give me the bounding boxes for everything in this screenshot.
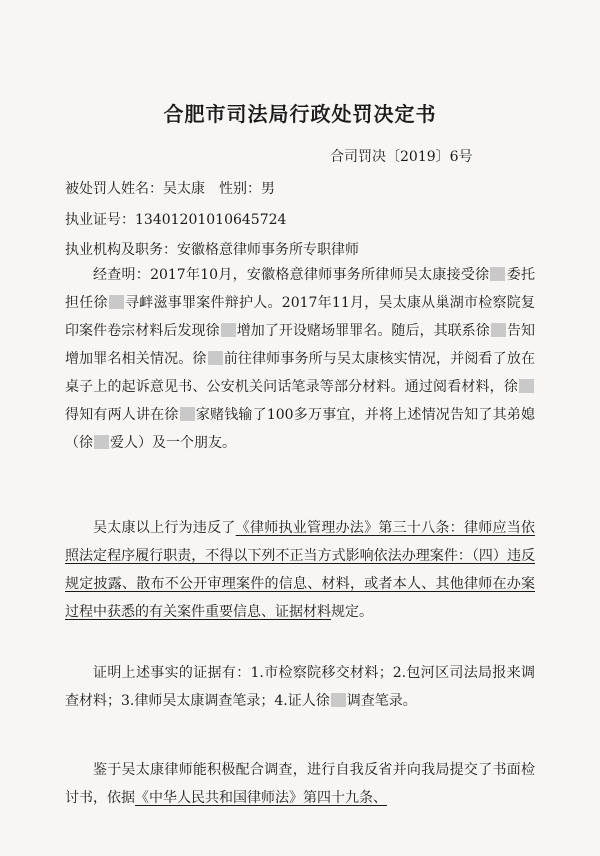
facts-text-1: 经查明：2017年10月，安徽格意律师事务所律师吴太康接受徐 [93, 267, 490, 283]
facts-text-4: 增加了开设赌场罪罪名。随后，其联系徐 [236, 323, 490, 339]
redaction-block [519, 379, 534, 393]
redaction-block [180, 407, 195, 421]
decision-paragraph [65, 756, 535, 812]
redaction-block [94, 435, 109, 449]
document-title: 合肥市司法局行政处罚决定书 [163, 102, 437, 126]
facts-paragraph [65, 261, 535, 457]
facts-text-5: 告知增加罪名相关情况。徐 [65, 323, 535, 367]
redaction-block [331, 693, 346, 707]
redaction-block [491, 323, 506, 337]
facts-text-9: 爱人）及一个朋友。 [110, 435, 236, 451]
regulation-citation: 《律师执业管理办法》第三十八条：律师应当依照法定程序履行职责，不得以下列不正当方式影响依法办理案件：（四）违反规定披露、散布不公开审理案件的信息、材料，或者本人、其他律师在办案过程中获悉的有关案件重要信息、证据材料 [65, 520, 536, 620]
institution-line: 执业机构及职务：安徽格意律师事务所专职律师 [65, 242, 359, 258]
redaction-block [109, 295, 124, 309]
facts-text-2: 委托担任徐 [65, 267, 535, 311]
evidence-text-1: 证明上述事实的证据有：1.市检察院移交材料；2.包河区司法局报来调查材料；3.律师吴太康调查笔录；4.证人徐 [65, 665, 535, 709]
facts-text-7: 得知有两人讲在徐 [65, 407, 179, 423]
violation-paragraph [65, 514, 535, 626]
document-number: 合司罚决〔2019〕6号 [330, 149, 473, 165]
facts-text-6: 前往律师事务所与吴太康核实情况，并阅看了放在桌子上的起诉意见书、公安机关问话笔录等部分材料。通过阅看材料，徐 [65, 351, 535, 395]
evidence-text-2: 调查笔录。 [346, 693, 417, 709]
facts-text-3: 寻衅滋事罪案件辩护人。2017年11月，吴太康从巢湖市检察院复印案件卷宗材料后发现徐 [65, 295, 535, 339]
redaction-block [208, 351, 223, 365]
evidence-paragraph [65, 659, 535, 715]
redaction-block [221, 323, 236, 337]
law-citation: 《中华人民共和国律师法》第四十九条、 [135, 790, 387, 806]
violation-text-2: 规定。 [331, 604, 373, 620]
license-number-line: 执业证号：13401201010645724 [65, 212, 287, 228]
decision-text-1: 鉴于吴太康律师能积极配合调查，进行自我反省并向我局提交了书面检讨书，依据 [65, 762, 535, 806]
penalized-person-line: 被处罚人姓名：吴太康 性别：男 [65, 181, 275, 197]
redaction-block [490, 267, 505, 281]
violation-text-1: 吴太康以上行为违反了 [93, 520, 236, 536]
facts-text-8: 家赌钱输了100多万事宜，并将上述情况告知了其弟媳（徐 [65, 407, 535, 451]
